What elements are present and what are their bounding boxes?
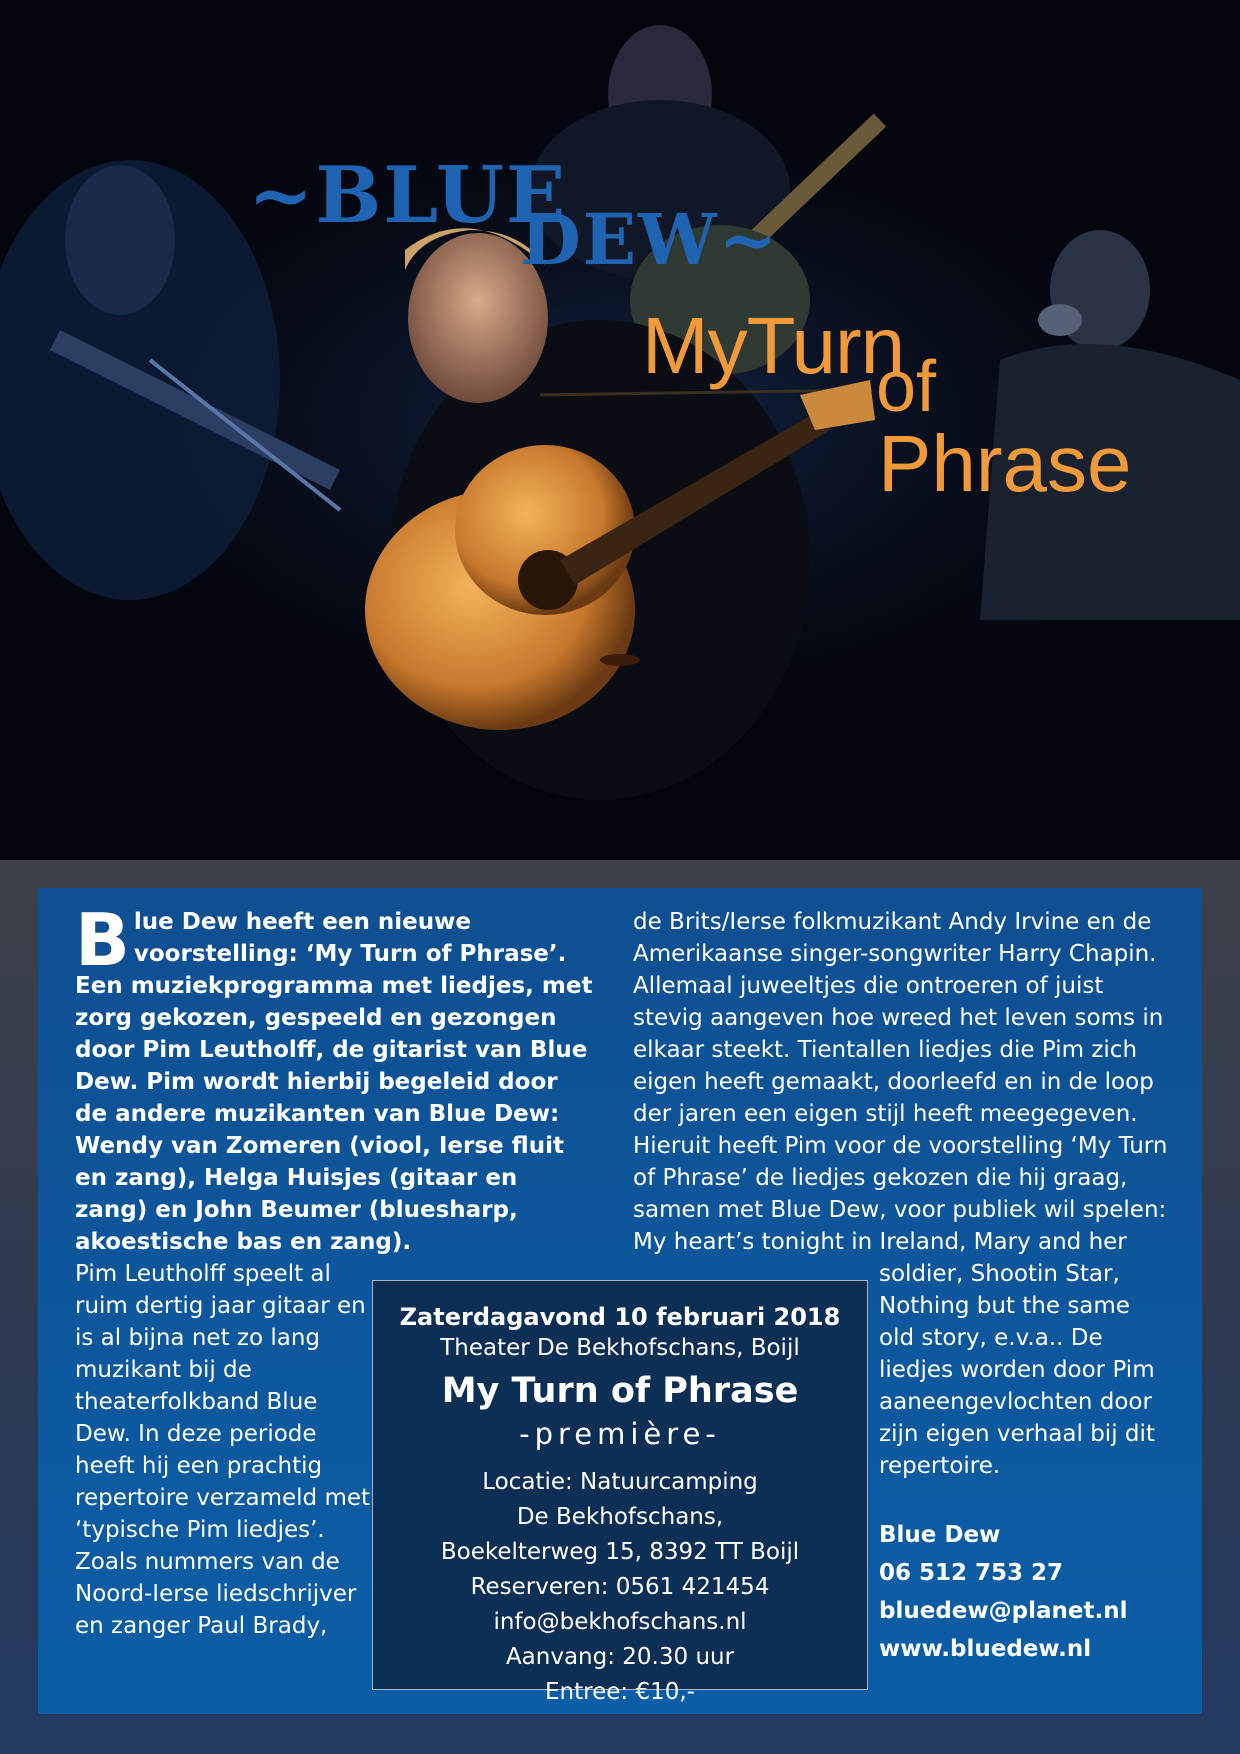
band-title-line2: DEW~	[520, 198, 780, 281]
drop-cap: B	[75, 898, 130, 982]
event-email[interactable]: info@bekhofschans.nl	[493, 1609, 747, 1635]
event-date: Zaterdagavond 10 februari 2018	[399, 1303, 841, 1331]
body-column-left: Pim Leutholff speelt al ruim dertig jaar gitaar en is al bijna net zo lang muzikant bij de theaterfolkband Blue Dew. In deze periode heeft hij een prachtig repertoire verzameld met ‘typische Pim liedjes’. Zoals nummers van de Noord-Ierse liedschrijver en zanger Paul Brady,	[75, 1261, 371, 1639]
event-show-title: My Turn of Phrase	[441, 1371, 799, 1411]
event-details	[373, 1465, 867, 1710]
event-fee: Entree: €10,-	[545, 1679, 695, 1705]
show-title-line3: Phrase	[878, 419, 1132, 508]
event-venue: Theater De Bekhofschans, Boijl	[440, 1335, 800, 1361]
contact-email[interactable]: bluedew@planet.nl	[879, 1598, 1128, 1624]
contact-website[interactable]: www.bluedew.nl	[879, 1636, 1092, 1662]
event-address: Boekelterweg 15, 8392 TT Boijl	[440, 1539, 800, 1565]
intro-paragraph	[75, 898, 595, 1258]
event-premiere: -première-	[519, 1417, 721, 1451]
body-column-right-cont: soldier, Shootin Star, Nothing but the same old story, e.v.a.. De liedjes worden door Pim aaneengevlochten door zijn eigen verhaal bij dit repertoire.	[879, 1261, 1155, 1479]
body-column-right: de Brits/Ierse folkmuzikant Andy Irvine en de Amerikaanse singer-songwriter Harry Chapin. Allemaal juweeltjes die ontroeren of juist stevig aangeven hoe wreed het leven soms in elkaar steekt. Tientallen liedjes die Pim zich eigen heeft gemaakt, doorleefd en in de loop der jaren een eigen stijl heeft meegegeven. Hieruit heeft Pim voor de voorstelling ‘My Turn of Phrase’ de liedjes gekozen die hij graag, samen met Blue Dew, voor publiek wil spelen: My heart’s tonight in Ireland, Mary and her	[633, 909, 1168, 1255]
show-title-line1: MyTurn	[642, 301, 905, 390]
intro-text: lue Dew heeft een nieuwe voorstelling: ‘My Turn of Phrase’. Een muziekprogramma met liedjes, met zorg gekozen, gespeeld en gezongen door Pim Leutholff, de gitarist van Blue Dew. Pim wordt hierbij begeleid door de andere muzikanten van Blue Dew: Wendy van Zomeren (viool, Ierse fluit en zang), Helga Huisjes (gitaar en zang) en John Beumer (bluesharp, akoestische bas en zang).	[75, 909, 593, 1255]
event-info-box	[372, 1280, 868, 1705]
event-location-line1: Locatie: Natuurcamping	[482, 1469, 758, 1495]
show-title-line2: of	[876, 347, 937, 427]
hero-photo	[0, 0, 1240, 860]
contact-name: Blue Dew	[879, 1522, 1001, 1548]
band-title-line1: ~BLUE	[248, 150, 568, 241]
event-reserve: Reserveren: 0561 421454	[470, 1574, 770, 1600]
contact-block	[879, 1516, 1169, 1668]
event-start: Aanvang: 20.30 uur	[505, 1644, 735, 1670]
contact-phone: 06 512 753 27	[879, 1560, 1064, 1586]
event-location-line2: De Bekhofschans,	[516, 1504, 724, 1530]
